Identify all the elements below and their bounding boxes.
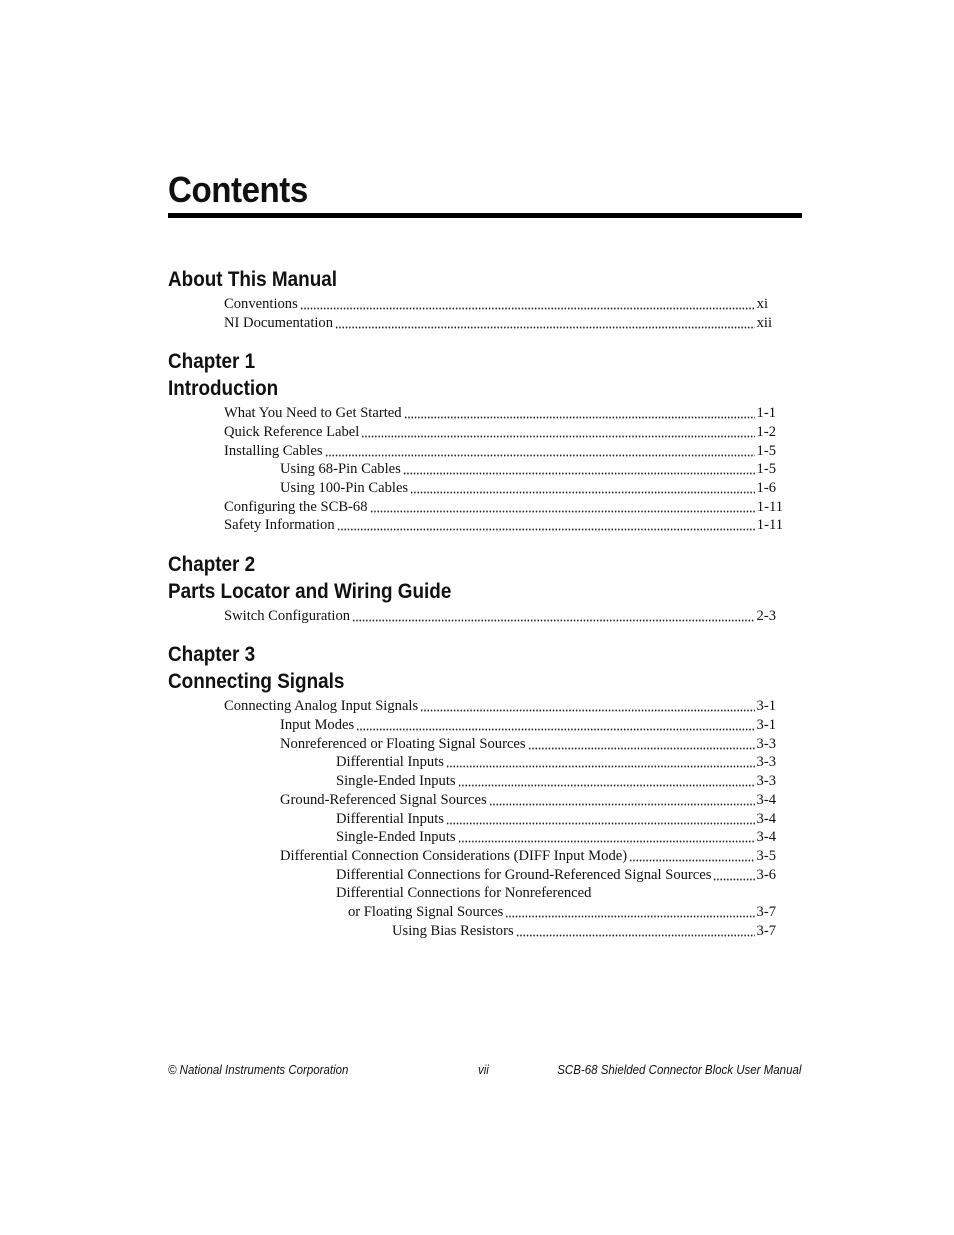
leader-dots <box>335 314 755 333</box>
leader-dots <box>458 828 755 847</box>
toc-entry-page: 1-6 <box>756 480 776 496</box>
toc-entry-label: Installing Cables <box>224 443 323 459</box>
toc-entry-label: Input Modes <box>280 717 355 733</box>
toc-entry-label: NI Documentation <box>224 315 334 331</box>
toc-entry-page: 3-7 <box>756 923 776 939</box>
toc-entry-page: 3-1 <box>756 717 776 733</box>
toc-entry-label: Connecting Analog Input Signals <box>224 698 419 714</box>
footer-page-number: vii <box>478 1063 489 1077</box>
toc-entry-page: xii <box>756 315 772 331</box>
leader-dots <box>410 479 754 498</box>
leader-dots <box>404 404 755 423</box>
toc-entry-input-modes[interactable] <box>280 716 776 735</box>
footer-manual-title: SCB-68 Shielded Connector Block User Manual <box>556 1063 801 1077</box>
toc-entry-using-100-pin[interactable] <box>280 479 776 498</box>
leader-dots <box>300 295 755 314</box>
toc-entry-label: Differential Connection Considerations (DIFF Input Mode) <box>280 848 628 864</box>
leader-dots <box>458 772 755 791</box>
toc-entry-installing-cables[interactable] <box>224 442 776 461</box>
toc-entry-label: Using 68-Pin Cables <box>280 461 401 477</box>
toc-entry-label: Configuring the SCB-68 <box>224 499 368 515</box>
toc-entry-page: 3-3 <box>756 736 776 752</box>
leader-dots <box>370 498 755 517</box>
leader-dots <box>528 735 755 754</box>
toc-entry-page: 1-1 <box>756 405 776 421</box>
toc-entry-label: Quick Reference Label <box>224 424 360 440</box>
toc-entry-page: 1-11 <box>756 517 783 533</box>
chapter-title-2: Parts Locator and Wiring Guide <box>168 580 452 603</box>
toc-entry-diff-connections-nonref[interactable] <box>336 884 776 903</box>
toc-entry-diff-connections-ground-ref[interactable] <box>336 866 776 885</box>
toc-entry-configuring[interactable] <box>224 498 783 517</box>
toc-entry-differential-inputs-1[interactable] <box>336 753 776 772</box>
toc-entry-page: 3-4 <box>756 811 776 827</box>
toc-entry-page: 3-7 <box>756 904 776 920</box>
leader-dots <box>505 903 754 922</box>
toc-entry-page: 1-2 <box>756 424 776 440</box>
toc-entry-page: 1-11 <box>756 499 783 515</box>
toc-entry-page: 3-6 <box>756 867 776 883</box>
toc-entry-ni-documentation[interactable] <box>224 314 772 333</box>
toc-entry-page: 2-3 <box>756 608 776 624</box>
chapter-number-3: Chapter 3 <box>168 643 256 666</box>
toc-entry-page: 1-5 <box>756 461 776 477</box>
toc-entry-single-ended-inputs-1[interactable] <box>336 772 776 791</box>
toc-entry-nonreferenced-floating[interactable] <box>280 735 776 754</box>
toc-entry-page: 3-4 <box>756 792 776 808</box>
chapter-title-1: Introduction <box>168 377 279 400</box>
toc-entry-label: Switch Configuration <box>224 608 351 624</box>
leader-dots <box>356 716 754 735</box>
leader-dots <box>516 922 755 941</box>
leader-dots <box>446 753 755 772</box>
toc-entry-label: Differential Connections for Nonreferenced <box>336 885 592 901</box>
toc-entry-using-bias-resistors[interactable] <box>392 922 776 941</box>
leader-dots <box>352 607 754 626</box>
footer-copyright: © National Instruments Corporation <box>168 1063 349 1077</box>
toc-entry-what-you-need[interactable] <box>224 404 776 423</box>
page-title: Contents <box>168 169 308 210</box>
leader-dots <box>713 866 754 885</box>
toc-entry-ground-referenced[interactable] <box>280 791 776 810</box>
toc-entry-quick-reference-label[interactable] <box>224 423 776 442</box>
title-rule <box>168 213 802 218</box>
toc-entry-label: Single-Ended Inputs <box>336 829 456 845</box>
leader-dots <box>420 697 754 716</box>
toc-entry-label: Differential Inputs <box>336 754 444 770</box>
toc-entry-label: or Floating Signal Sources <box>348 904 504 920</box>
toc-entry-using-68-pin[interactable] <box>280 460 776 479</box>
leader-dots <box>446 810 755 829</box>
toc-entry-conventions[interactable] <box>224 295 768 314</box>
leader-dots <box>489 791 755 810</box>
toc-entry-label: Safety Information <box>224 517 335 533</box>
toc-entry-differential-inputs-2[interactable] <box>336 810 776 829</box>
toc-entry-page: 3-5 <box>756 848 776 864</box>
toc-entry-page: 3-3 <box>756 773 776 789</box>
toc-entry-label: Using Bias Resistors <box>392 923 514 939</box>
toc-entry-label: Nonreferenced or Floating Signal Sources <box>280 736 526 752</box>
toc-entry-page: 3-3 <box>756 754 776 770</box>
toc-entry-label: Differential Inputs <box>336 811 444 827</box>
toc-entry-label: Differential Connections for Ground-Referenced Signal Sources <box>336 867 712 883</box>
toc-entry-connecting-analog[interactable] <box>224 697 776 716</box>
toc-entry-label: Ground-Referenced Signal Sources <box>280 792 487 808</box>
chapter-number-1: Chapter 1 <box>168 350 256 373</box>
leader-dots <box>325 442 755 461</box>
toc-entry-label: What You Need to Get Started <box>224 405 402 421</box>
toc-entry-switch-configuration[interactable] <box>224 607 776 626</box>
leader-dots <box>403 460 755 479</box>
toc-entry-label: Using 100-Pin Cables <box>280 480 409 496</box>
chapter-title-3: Connecting Signals <box>168 670 345 693</box>
leader-dots <box>629 847 754 866</box>
leader-dots <box>337 516 755 535</box>
toc-entry-page: 3-4 <box>756 829 776 845</box>
toc-entry-single-ended-inputs-2[interactable] <box>336 828 776 847</box>
toc-entry-page: 3-1 <box>756 698 776 714</box>
toc-entry-diff-connections-nonref-cont[interactable] <box>348 903 776 922</box>
toc-entry-label: Conventions <box>224 296 298 312</box>
toc-entry-page: xi <box>756 296 768 312</box>
section-heading-about: About This Manual <box>168 268 338 291</box>
chapter-number-2: Chapter 2 <box>168 553 256 576</box>
toc-entry-diff-connection-considerations[interactable] <box>280 847 776 866</box>
toc-entry-page: 1-5 <box>756 443 776 459</box>
toc-entry-label: Single-Ended Inputs <box>336 773 456 789</box>
toc-entry-safety-information[interactable] <box>224 516 783 535</box>
leader-dots <box>361 423 754 442</box>
